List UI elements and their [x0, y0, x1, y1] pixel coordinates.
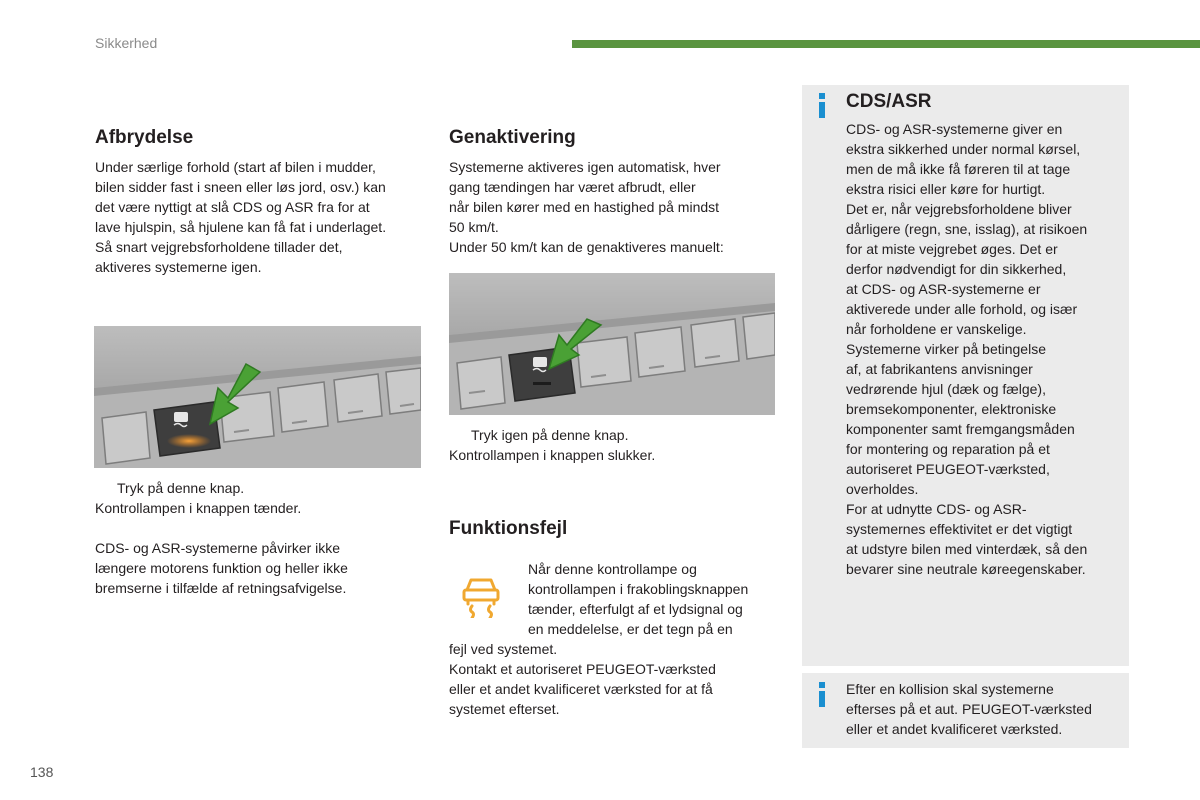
afbrydelse-heading: Afbrydelse	[95, 127, 194, 148]
text-line: vedrørende hjul (dæk og fælge),	[846, 381, 1046, 397]
bullet-line	[449, 425, 779, 445]
text-line: det være nyttigt at slå CDS og ASR fra for at	[95, 199, 370, 215]
text-line: Kontakt et autoriseret PEUGEOT-værksted	[449, 661, 716, 677]
text-line: fejl ved systemet.	[449, 641, 558, 657]
text-line: bevarer sine neutrale køreegenskaber.	[846, 561, 1086, 577]
text-line: aktiverede under alle forhold, og især	[846, 301, 1078, 317]
text-line: Systemerne virker på betingelse	[846, 341, 1046, 357]
funktionsfejl-body	[528, 559, 788, 639]
text-line: gang tændingen har været afbrudt, eller	[449, 179, 696, 195]
text-line: ekstra risici eller køre for hurtigt.	[846, 181, 1046, 197]
text-line: Det er, når vejgrebsforholdene bliver	[846, 201, 1072, 217]
text-line: Efter en kollision skal systemerne	[846, 681, 1054, 697]
text-line: overholdes.	[846, 481, 919, 497]
info-icon	[819, 682, 829, 707]
text-line: 50 km/t.	[449, 219, 499, 235]
text-line: CDS- og ASR-systemerne giver en	[846, 121, 1063, 137]
button-photo-unlit	[449, 273, 775, 415]
text-line: for montering og reparation på et	[846, 441, 1050, 457]
afbrydelse-body	[95, 157, 425, 277]
text-line: Så snart vejgrebsforholdene tillader det,	[95, 239, 343, 255]
text-line: CDS- og ASR-systemerne påvirker ikke	[95, 540, 341, 556]
genaktivering-body	[449, 157, 779, 257]
text-line: tænder, efterfulgt af et lydsignal og	[528, 601, 743, 617]
text-line: en meddelelse, er det tegn på en	[528, 621, 733, 637]
text-line: eller et andet kvalificeret værksted for at få	[449, 681, 713, 697]
text-line: Under 50 km/t kan de genaktiveres manuelt:	[449, 239, 724, 255]
traction-warning-icon	[458, 572, 504, 618]
dashboard-switch-panel-image	[94, 326, 421, 468]
text-line: Kontrollampen i knappen tænder.	[95, 500, 302, 516]
text-line: bilen sidder fast i sneen eller løs jord, osv.) kan	[95, 179, 386, 195]
genaktivering-section	[449, 127, 779, 257]
text-line: autoriseret PEUGEOT-værksted,	[846, 461, 1050, 477]
cds-asr-section	[846, 91, 1126, 579]
text-line: efterses på et aut. PEUGEOT-værksted	[846, 701, 1092, 717]
text-line: For at udnytte CDS- og ASR-	[846, 501, 1027, 517]
afbrydelse-bullet	[95, 478, 425, 598]
text-line: bremsekomponenter, elektroniske	[846, 401, 1057, 417]
info-icon	[819, 93, 829, 118]
text-line: systemet efterset.	[449, 701, 560, 717]
text-line: når forholdene er vanskelige.	[846, 321, 1027, 337]
text-line: af, at fabrikantens anvisninger	[846, 361, 1033, 377]
afbrydelse-note	[95, 538, 425, 598]
funktionsfejl-section	[449, 518, 789, 540]
text-line: at CDS- og ASR-systemerne er	[846, 281, 1041, 297]
collision-note	[846, 679, 1126, 739]
afbrydelse-section	[95, 127, 425, 277]
text-line: Når denne kontrollampe og	[528, 561, 697, 577]
text-line: Systemerne aktiveres igen automatisk, hver	[449, 159, 721, 175]
funktionsfejl-heading: Funktionsfejl	[449, 518, 568, 539]
cds-asr-heading: CDS/ASR	[846, 91, 932, 112]
funktionsfejl-body-cont	[449, 639, 789, 719]
text-line: kontrollampen i frakoblingsknappen	[528, 581, 749, 597]
text-line: ekstra sikkerhed under normal kørsel,	[846, 141, 1081, 157]
text-line: bremserne i tilfælde af retningsafvigelse.	[95, 580, 347, 596]
bullet-text: Tryk igen på denne knap.	[471, 427, 629, 443]
genaktivering-bullet	[449, 425, 779, 465]
cds-asr-body	[846, 119, 1126, 579]
bullet-text: Tryk på denne knap.	[117, 480, 245, 496]
text-line: når bilen kører med en hastighed på mindst	[449, 199, 720, 215]
text-line: derfor nødvendigt for din sikkerhed,	[846, 261, 1067, 277]
text-line: dårligere (regn, sne, isslag), at risikoen	[846, 221, 1088, 237]
header-accent-bar	[572, 40, 1200, 48]
text-line: aktiveres systemerne igen.	[95, 259, 262, 275]
genaktivering-heading: Genaktivering	[449, 127, 576, 148]
text-line: at udstyre bilen med vinterdæk, så den	[846, 541, 1088, 557]
text-line: Under særlige forhold (start af bilen i mudder,	[95, 159, 376, 175]
text-line: Kontrollampen i knappen slukker.	[449, 447, 656, 463]
section-title: Sikkerhed	[95, 35, 158, 51]
text-line: lave hjulspin, så hjulene kan få fat i underlaget.	[95, 219, 387, 235]
page-number: 138	[30, 764, 54, 780]
dashboard-switch-panel-image	[449, 273, 775, 415]
text-line: eller et andet kvalificeret værksted.	[846, 721, 1063, 737]
button-photo-lit	[94, 326, 421, 468]
text-line: længere motorens funktion og heller ikke	[95, 560, 348, 576]
text-line: komponenter samt fremgangsmåden	[846, 421, 1075, 437]
bullet-line	[95, 478, 425, 498]
text-line: men de må ikke få føreren til at tage	[846, 161, 1071, 177]
text-line: systemernes effektivitet er det vigtigt	[846, 521, 1073, 537]
text-line: for at miste vejgrebet øges. Det er	[846, 241, 1058, 257]
